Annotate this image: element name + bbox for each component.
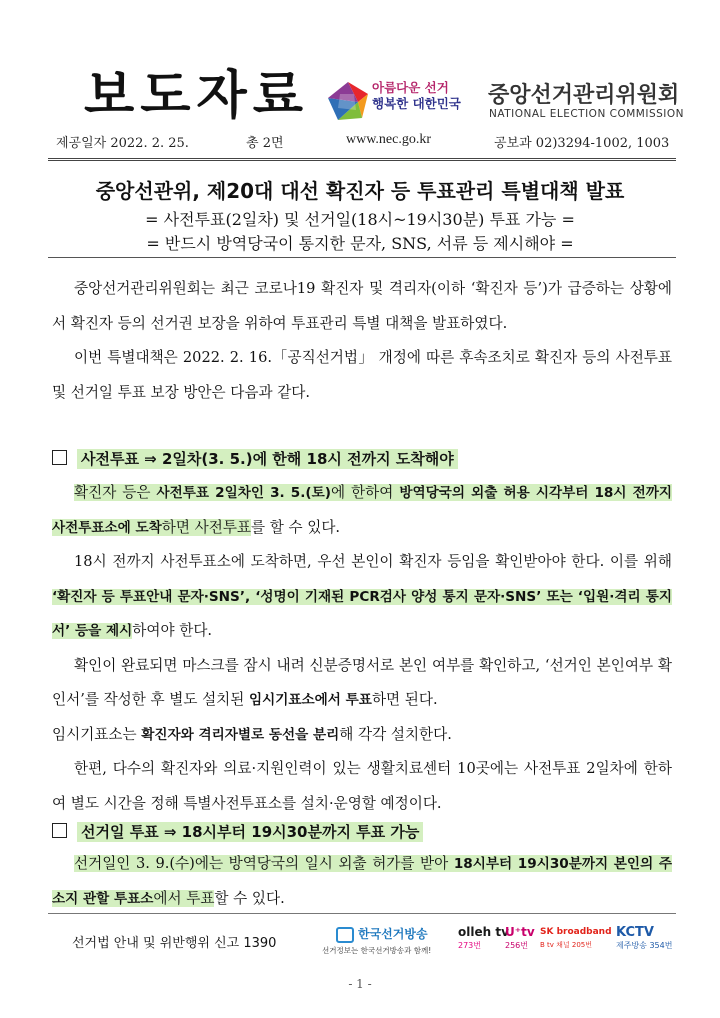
header-divider: [48, 158, 676, 161]
slogan-line1: 아름다운 선거: [372, 80, 449, 95]
slogan: [372, 80, 461, 112]
checkbox-square-icon: [52, 823, 67, 838]
intro-text: [52, 272, 672, 410]
footer-divider: [48, 913, 676, 914]
website-link[interactable]: www.nec.go.kr: [346, 132, 432, 147]
checkbox-square-icon: [52, 450, 67, 465]
section1-paragraph-4: 임시기표소는 확진자와 격리자별로 동선을 분리해 각각 설치한다.: [52, 725, 452, 743]
intro-paragraph-2: 이번 특별대책은 2022. 2. 16.「공직선거법」 개정에 따른 후속조치로 확진자 등의 사전투표 및 선거일 투표 보장 방안은 다음과 같다.: [52, 349, 672, 401]
section2-paragraph-1: 선거일인 3. 9.(수)에는 방역당국의 일시 외출 허가를 받아 18시부터 19시30분까지 본인의 주소지 관할 투표소에서 투표할 수 있다.: [52, 855, 672, 907]
election-logo-icon: [326, 80, 370, 124]
election-broadcast-logo: 한국선거방송 선거정보는 한국선거방송과 함께!: [322, 927, 432, 955]
slogan-line2: 행복한 대한민국: [372, 96, 461, 111]
intro-paragraph-1: 중앙선거관리위원회는 최근 코로나19 확진자 및 격리자(이하 ‘확진자 등’)가 급증하는 상황에서 확진자 등의 선거권 보장을 위하여 투표관리 특별 대책을 발표하였다.: [52, 280, 672, 332]
page-count: 총 2면: [246, 136, 284, 151]
contact-info: 공보과 02)3294-1002, 1003: [494, 136, 670, 151]
brand-olleh-tv: olleh tv 273번: [458, 925, 509, 950]
headline: 중앙선관위, 제20대 대선 확진자 등 투표관리 특별대책 발표: [95, 179, 625, 203]
org-name-english: NATIONAL ELECTION COMMISSION: [489, 108, 684, 120]
subhead-1: = 사전투표(2일차) 및 선거일(18시~19시30분) 투표 가능 =: [145, 210, 575, 229]
brand-kctv: KCTV 제주방송 354번: [616, 925, 673, 950]
section-heading-early-voting: 사전투표 ⇒ 2일차(3. 5.)에 한해 18시 전까지 도착해야: [52, 448, 458, 469]
section1-paragraph-1: 확진자 등은 사전투표 2일차인 3. 5.(토)에 한하여 방역당국의 외출 허용 시각부터 18시 전까지 사전투표소에 도착하면 사전투표를 할 수 있다.: [52, 484, 672, 536]
tv-icon: [336, 927, 354, 943]
section2-body: [52, 847, 672, 916]
section1-paragraph-2: 18시 전까지 사전투표소에 도착하면, 우선 본인이 확진자 등임을 확인받아야 한다. 이를 위해 ‘확진자 등 투표안내 문자·SNS’, ‘성명이 기재된 PCR검사 양성 통지 문자·SNS’ 또는 ‘입원·격리 통지서’ 등을 제시하여야 한다.: [52, 553, 673, 639]
headline-divider: [48, 257, 676, 258]
subhead-2: = 반드시 방역당국이 통지한 문자, SNS, 서류 등 제시해야 =: [146, 234, 574, 253]
section-heading-election-day: 선거일 투표 ⇒ 18시부터 19시30분까지 투표 가능: [52, 821, 423, 842]
page-number: - 1 -: [348, 977, 372, 991]
section1-paragraph-3: 확인이 완료되면 마스크를 잠시 내려 신분증명서로 본인 여부를 확인하고, ‘선거인 본인여부 확인서’를 작성한 후 별도 설치된 임시기표소에서 투표하면 된다.: [52, 656, 672, 708]
org-name-korean: 중앙선거관리위원회: [488, 83, 680, 108]
section1-paragraph-5: 한편, 다수의 확진자와 의료·지원인력이 있는 생활치료센터 10곳에는 사전투표 2일차에 한하여 별도 시간을 정해 특별사전투표소를 설치·운영할 예정이다.: [52, 760, 672, 812]
release-date: 제공일자 2022. 2. 25.: [56, 136, 189, 151]
hotline-notice: 선거법 안내 및 위반행위 신고 1390: [72, 936, 277, 951]
section1-body: [52, 476, 672, 821]
brand-uplus-tv: U⁺tv 256번: [505, 925, 535, 950]
brand-sk-broadband: SK broadband B tv 채널 205번: [540, 927, 612, 949]
press-release-title: 보도자료: [84, 66, 309, 126]
